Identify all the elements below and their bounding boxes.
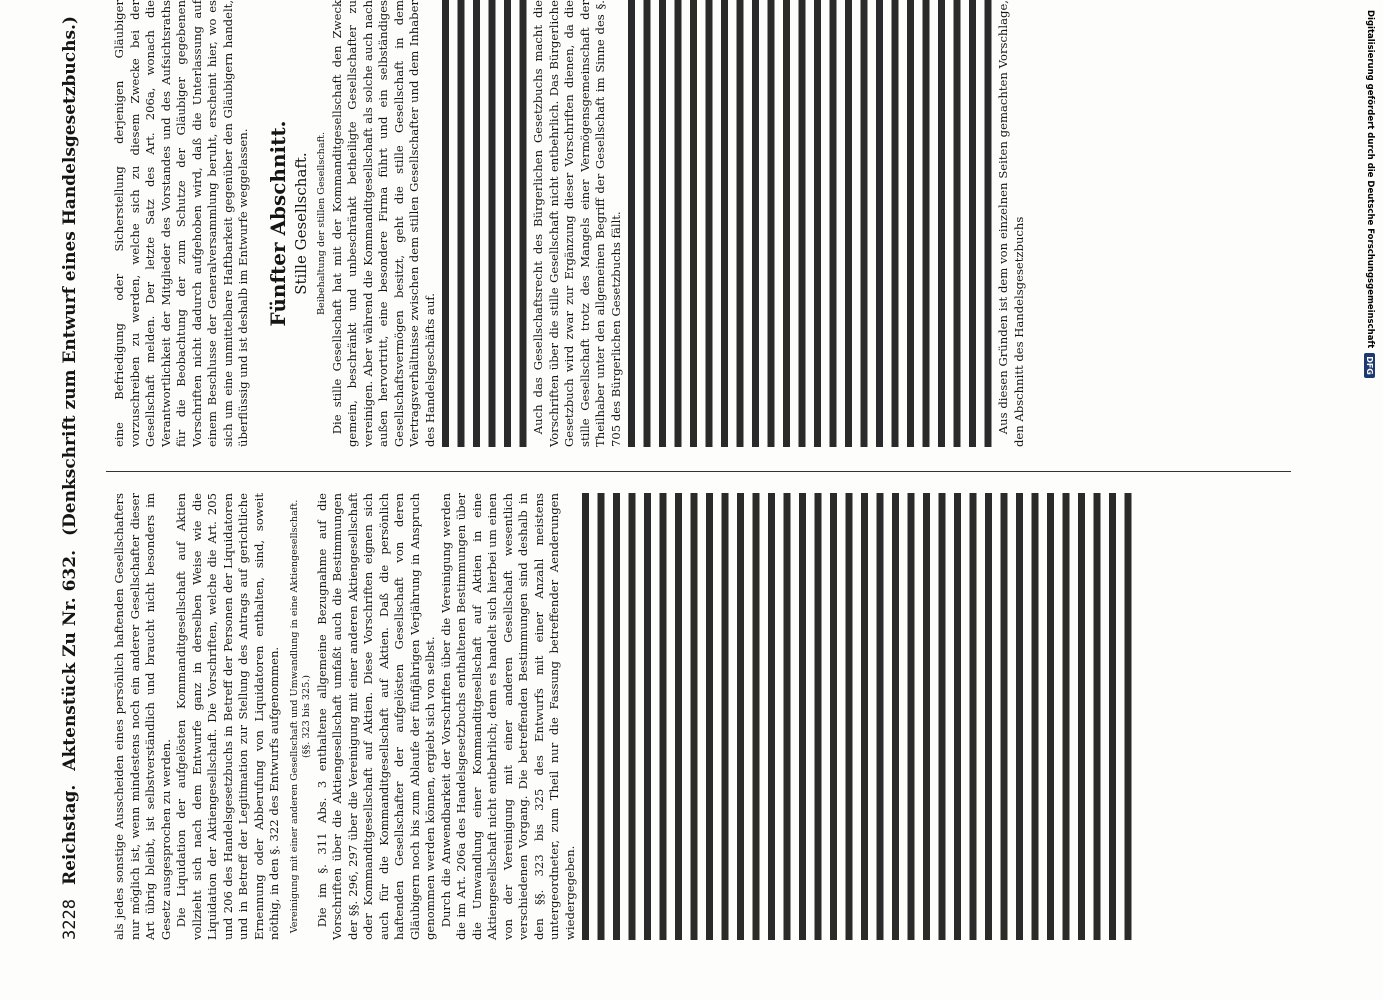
paragraph: Die stille Gesellschaft hat mit der Kommanditgesellschaft den Zweck gemein, beschränkt und unbeschränkt betheiligte Gesellschafter zu vereinigen. Aber während die Kommanditgesellschaft als solche auch nach außen hervortritt, eine besondere Firma führt und ein selbständiges Gesellschaftsvermögen besitzt, geht die stille Gesellschaft in dem Vertragsverhältnisse zwischen dem stillen Gesellschafter und dem Inhaber des Handelsgeschäfts auf. (329, 0, 437, 447)
digitization-text: Digitalisierung gefördert durch die Deutsche Forschungsgemeinschaft (1365, 10, 1375, 349)
text-continuation (624, 0, 996, 447)
marginal-heading: Beibehaltung der stillen Gesellschaft. (315, 131, 327, 316)
paragraph: Die Liquidation der aufgelösten Kommanditgesellschaft auf Aktien vollzieht sich nach dem Entwurfe ganz in derselben Weise wie die Liquidation der Aktiengesellschaft. Die Vorschriften, welche die Art. 205 und 206 des Handelsgesetzbuchs in Betreff der Personen der Liquidatoren und in Betreff der Legitimation zur Stellung des Antrags auf gerichtliche Ernennung oder Abberufung von Liquidatoren enthalten, sind, soweit nöthig, in den §. 322 des Entwurfs aufgenommen. (174, 493, 281, 940)
rotated-document-page (60, 0, 1300, 940)
section-title: Fünfter Abschnitt. (265, 120, 290, 327)
document-subject: (Denkschrift zum Entwurf eines Handelsgesetzbuchs.) (60, 15, 80, 536)
paragraph: Auch das Gesellschaftsrecht des Bürgerlichen Gesetzbuchs macht die Vorschriften über die stille Gesellschaft nicht entbehrlich. Das Bürgerliche Gesetzbuch wird zwar zur Ergänzung dieser Vorschriften dienen, da die stille Gesellschaft trotz des Mangels einer Vermögensgemeinschaft der Theilhaber unter den allgemeinen Begriff der Gesellschaft im Sinne des §. 705 des Bürgerlichen Gesetzbuchs fällt. (531, 0, 623, 447)
digitization-note (1361, 6, 1381, 1000)
paragraph: Durch die Anwendbarkeit der Vorschriften über die Vereinigung werden die im Art. 206a des Handelsgesetzbuchs enthaltenen Bestimmungen über die Umwandlung einer Kommanditgesellschaft auf Aktien in eine Aktiengesellschaft nicht entbehrlich; denn es handelt sich hierbei um einen von der Vereinigung mit einer anderen Gesellschaft wesentlich verschiedenen Vorgang. Die betreffenden Bestimmungen sind deshalb in den §§. 323 bis 325 des Entwurfs mit einer Anzahl meistens untergeordneter, zum Theil nur die Fassung betreffender Aenderungen wiedergegeben. (438, 493, 577, 940)
left-column (112, 493, 1138, 940)
paragraph: eine Befriedigung oder Sicherstellung derjenigen Gläubiger vorzuschreiben zu werden, welche sich zu diesem Zwecke bei der Gesellschaft melden. Der letzte Satz des Art. 206a, wonach die Verantwortlichkeit der Mitglieder des Vorstandes und des Aufsichtsraths für die Beobachtung der zum Schutze der Gläubiger gegebenen Vorschriften nicht dadurch aufgehoben wird, daß die Unterlassung auf einem Beschlusse der Generalversammlung beruht, erscheint hier, wo es sich um eine unmittelbare Haftbarkeit gegenüber den Gläubigern handelt, überflüssig und ist deshalb im Entwurfe weggelassen. (112, 0, 250, 447)
paragraph: Die im §. 311 Abs. 3 enthaltene allgemeine Bezugnahme auf die Vorschriften über die Aktiengesellschaft umfaßt auch die Bestimmungen der §§. 296, 297 über die Vereinigung mit einer anderen Aktiengesellschaft oder Kommanditgesellschaft auf Aktien. Diese Vorschriften eignen sich auch für die Kommanditgesellschaft auf Aktien. Daß die persönlich haftenden Gesellschafter der aufgelösten Gesellschaft von deren Gläubigern noch bis zum Ablaufe der fünfjährigen Verjährung in Anspruch genommen werden können, ergiebt sich von selbst. (314, 493, 437, 940)
section-subtitle: Stille Gesellschaft. (291, 152, 310, 295)
right-column (112, 0, 1027, 447)
document-label: Aktenstück Zu Nr. 632. (60, 549, 80, 771)
parliament-label: Reichstag. (60, 784, 80, 886)
page-number: 3228 (60, 899, 80, 940)
paragraph: Aus diesen Gründen ist dem von einzelnen Seiten gemachten Vorschlage, den Abschnitt des Handelsgesetzbuchs (996, 0, 1026, 447)
paragraph: als jedes sonstige Ausscheiden eines persönlich haftenden Gesellschafters nur möglich ist, wenn mindestens noch ein anderer Gesellschafter dieser Art übrig bleibt, ist selbstverständlich und braucht nicht besonders im Gesetz ausgesprochen zu werden. (112, 493, 173, 940)
running-header (60, 0, 100, 940)
text-continuation (438, 0, 531, 447)
dfg-logo: DFG (1365, 353, 1376, 378)
text-continuation (578, 493, 1138, 940)
column-divider (106, 471, 1291, 472)
marginal-heading: Vereinigung mit einer anderen Gesellschaft und Umwandlung in eine Aktiengesellschaft. (§§. 323 bis 325.) (288, 499, 312, 934)
